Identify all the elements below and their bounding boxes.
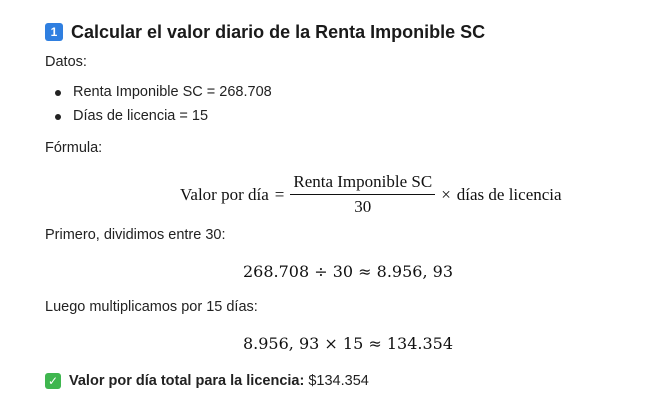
fraction-numerator: Renta Imponible SC — [290, 172, 435, 195]
result-label: Valor por día total para la licencia: — [69, 373, 305, 389]
formula-fraction — [290, 172, 435, 217]
datos-label: Datos: — [45, 54, 87, 70]
keycap-number-icon: 1 — [45, 23, 63, 41]
fraction-denominator: 30 — [354, 197, 372, 216]
formula-equals: = — [274, 184, 285, 204]
datos-list — [45, 80, 272, 128]
formula-lhs: Valor por día — [180, 184, 269, 204]
check-mark-icon: ✓ — [45, 373, 61, 389]
section-heading — [45, 19, 485, 45]
step1-label: Primero, dividimos entre 30: — [45, 227, 226, 243]
result-value: $134.354 — [308, 373, 369, 389]
formula-times: × — [441, 184, 451, 204]
list-item: Renta Imponible SC = 268.708 — [45, 80, 272, 104]
result-line — [45, 370, 369, 392]
step2-expression: 8.956, 93 × 15 ≈ 134.354 — [242, 334, 453, 353]
formula-expression — [180, 172, 562, 217]
formula-rhs: días de licencia — [456, 184, 562, 204]
formula-label: Fórmula: — [45, 140, 103, 156]
heading-title: Calcular el valor diario de la Renta Imponible SC — [71, 21, 486, 42]
list-item: Días de licencia = 15 — [45, 104, 272, 128]
step2-label: Luego multiplicamos por 15 días: — [45, 299, 258, 315]
step1-expression: 268.708 ÷ 30 ≈ 8.956, 93 — [242, 262, 453, 281]
